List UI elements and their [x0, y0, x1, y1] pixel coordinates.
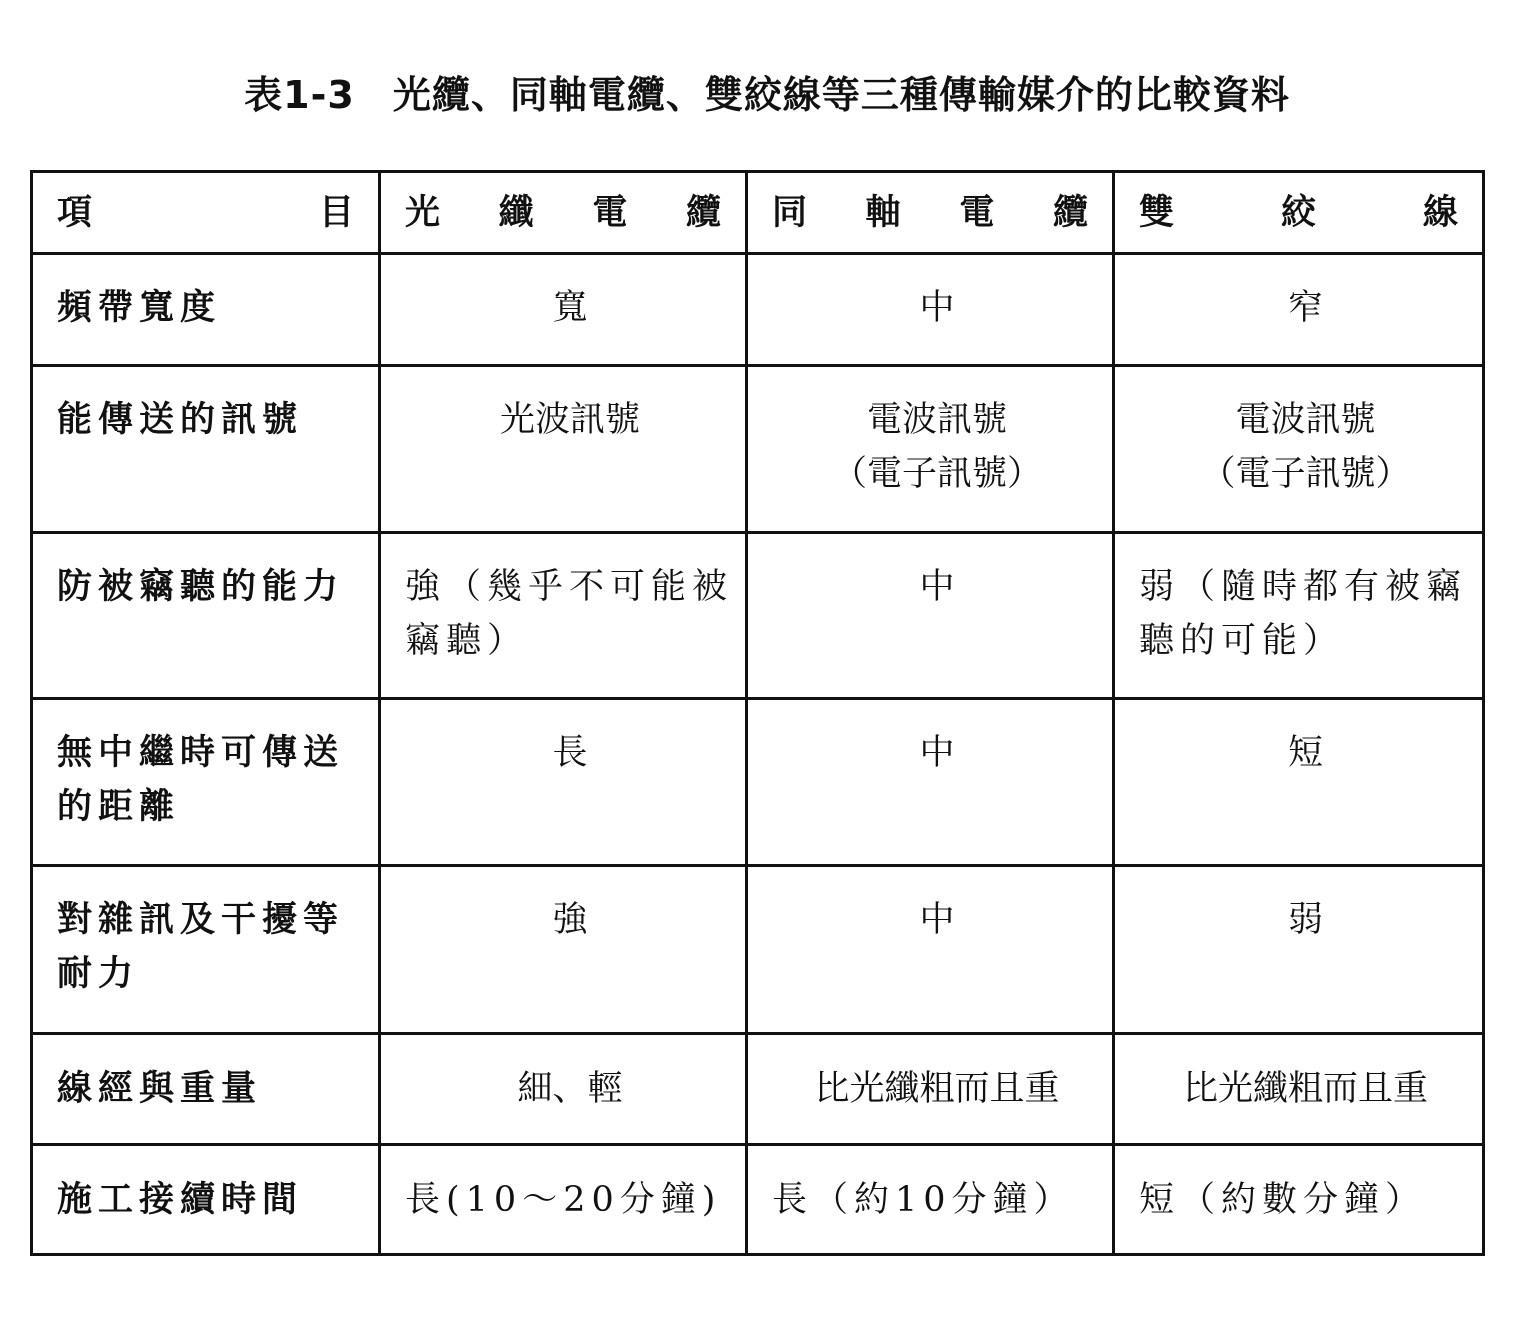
row-item: 無中繼時可傳送的距離 [32, 699, 380, 866]
cell-coax: 中 [747, 866, 1114, 1034]
cell-twisted: 短 [1114, 699, 1484, 866]
cell-coax: 比光纖粗而且重 [747, 1034, 1114, 1145]
cell-fiber: 寬 [380, 254, 747, 366]
header-row [32, 172, 1484, 254]
table-row [32, 1145, 1484, 1255]
header-item: 項 目 [32, 172, 380, 254]
cell-fiber: 長 [380, 699, 747, 866]
cell-fiber: 強 [380, 866, 747, 1034]
cell-twisted: 電波訊號 （電子訊號） [1114, 366, 1484, 533]
cell-fiber: 細、輕 [380, 1034, 747, 1145]
cell-coax: 中 [747, 699, 1114, 866]
row-item: 防被竊聽的能力 [32, 533, 380, 699]
comparison-table [30, 170, 1485, 1256]
table-row [32, 254, 1484, 366]
table-row [32, 866, 1484, 1034]
row-item: 能傳送的訊號 [32, 366, 380, 533]
cell-twisted: 窄 [1114, 254, 1484, 366]
table-title [0, 64, 1534, 119]
table-row [32, 533, 1484, 699]
row-item: 對雜訊及干擾等耐力 [32, 866, 380, 1034]
cell-coax: 中 [747, 254, 1114, 366]
row-item: 頻帶寬度 [32, 254, 380, 366]
table-number: 表1-3 [244, 73, 355, 117]
header-twisted: 雙 絞 線 [1114, 172, 1484, 254]
cell-coax: 電波訊號 （電子訊號） [747, 366, 1114, 533]
table-row [32, 699, 1484, 866]
cell-fiber: 強（幾乎不可能被竊聽） [380, 533, 747, 699]
cell-coax: 長（約10分鐘） [747, 1145, 1114, 1255]
row-item: 施工接續時間 [32, 1145, 380, 1255]
header-coax: 同 軸 電 纜 [747, 172, 1114, 254]
cell-coax: 中 [747, 533, 1114, 699]
table-row [32, 1034, 1484, 1145]
cell-twisted: 弱 [1114, 866, 1484, 1034]
cell-fiber: 光波訊號 [380, 366, 747, 533]
cell-fiber: 長(10～20分鐘) [380, 1145, 747, 1255]
cell-twisted: 比光纖粗而且重 [1114, 1034, 1484, 1145]
table-row [32, 366, 1484, 533]
row-item: 線經與重量 [32, 1034, 380, 1145]
table-caption: 光纜、同軸電纜、雙絞線等三種傳輸媒介的比較資料 [392, 73, 1290, 117]
header-fiber: 光 纖 電 纜 [380, 172, 747, 254]
cell-twisted: 弱（隨時都有被竊聽的可能） [1114, 533, 1484, 699]
cell-twisted: 短（約數分鐘） [1114, 1145, 1484, 1255]
